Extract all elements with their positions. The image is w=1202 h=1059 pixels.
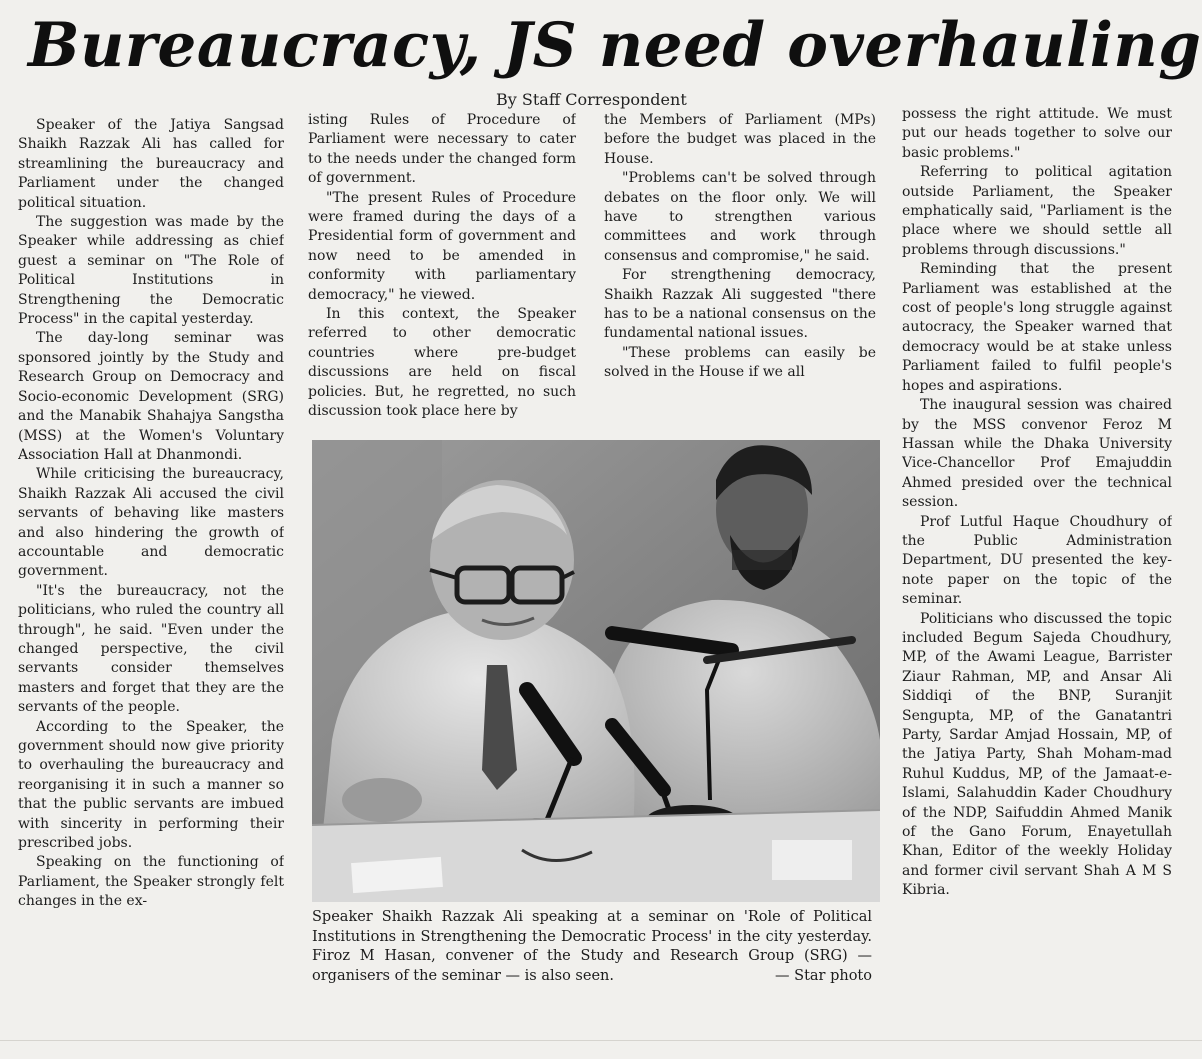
- paragraph: Politicians who discussed the topic included Begum Sajeda Choudhury, MP, of the Awami League, Barrister Ziaur Rahman, MP, and Ansar Ali Siddiqi of the BNP, Suranjit Sengupta, MP, of the Ganatantri Party, Sardar Amjad Hossain, MP, of the Jatiya Party, Shah Moham-mad Ruhul Kuddus, MP, of the Jamaat-e-Islami, Salahuddin Kader Choudhury of the NDP, Saifuddin Ahmed Manik of the Gano Forum, Enayetullah Khan, Editor of the weekly Holiday and former civil servant Shah A M S Kibria.: [902, 610, 1172, 899]
- paragraph: While criticising the bureaucracy, Shaikh Razzak Ali accused the civil servants of behaving like masters and also hindering the growth of accountable and democratic government.: [18, 466, 284, 580]
- article-column-4: [902, 105, 1172, 1025]
- paragraph: Speaking on the functioning of Parliament, the Speaker strongly felt changes in the ex-: [18, 854, 284, 910]
- article-column-2: [308, 111, 576, 441]
- paragraph: "The present Rules of Procedure were framed during the days of a Presidential form of government and now need to be amended in conformity with parliamentary democracy," he viewed.: [308, 189, 576, 303]
- paragraph: In this context, the Speaker referred to other democratic countries where pre-budget discussions are held on fiscal policies. But, he regretted, no such discussion took place here by: [308, 306, 576, 420]
- photo-credit: — Star photo: [775, 967, 872, 984]
- paragraph: Speaker of the Jatiya Sangsad Shaikh Razzak Ali has called for streamlining the bureaucracy and Parliament under the changed political situation.: [18, 117, 284, 211]
- cropped-masthead-fragment: [30, 0, 190, 3]
- paragraph: The suggestion was made by the Speaker while addressing as chief guest a seminar on "The Role of Political Institutions in Strengthening the Democratic Process" in the capital yesterday.: [18, 214, 284, 328]
- article-column-3: [604, 111, 876, 441]
- caption-text: Speaker Shaikh Razzak Ali speaking at a seminar on 'Role of Political Institutions in Strengthening the Democratic Process' in the city yesterday. Firoz M Hasan, convener of the Study and Research Group (SRG) — organisers of the seminar — is also seen.: [312, 909, 872, 984]
- paragraph-continued: possess the right attitude. We must put our heads together to solve our basic problems.": [902, 106, 1172, 161]
- article-column-1: [18, 116, 284, 1028]
- photo-illustration: [312, 440, 880, 902]
- paragraph-continued: isting Rules of Procedure of Parliament were necessary to cater to the needs under the changed form of government.: [308, 112, 576, 187]
- article-headline: Bureaucracy, JS need overhauling: [28, 10, 1202, 81]
- paragraph: For strengthening democracy, Shaikh Razzak Ali suggested "there has to be a national consensus on the fundamental national issues.: [604, 267, 876, 342]
- paragraph: Referring to political agitation outside Parliament, the Speaker emphatically said, "Parliament is the place where we should settle all problems through discussions.": [902, 164, 1172, 258]
- paragraph-continued: the Members of Parliament (MPs) before the budget was placed in the House.: [604, 112, 876, 167]
- photo-caption: [312, 908, 872, 986]
- paragraph: The day-long seminar was sponsored jointly by the Study and Research Group on Democracy and Socio-economic Development (SRG) and the Manabik Shahajya Sangstha (MSS) at the Women's Voluntary Association Hall at Dhanmondi.: [18, 330, 284, 463]
- article-byline: By Staff Correspondent: [496, 90, 687, 109]
- paragraph: "Problems can't be solved through debates on the floor only. We will have to strengthen various committees and work through consensus and compromise," he said.: [604, 170, 876, 264]
- paragraph: "These problems can easily be solved in the House if we all: [604, 344, 876, 381]
- bottom-rule: [0, 1040, 1202, 1041]
- paragraph: Reminding that the present Parliament was established at the cost of people's long struggle against autocracy, the Speaker warned that democracy would be at stake unless Parliament failed to fulfil people's hopes and aspirations.: [902, 261, 1172, 394]
- paragraph: Prof Lutful Haque Choudhury of the Public Administration Department, DU presented the key-note paper on the topic of the seminar.: [902, 513, 1172, 608]
- paragraph: "It's the bureaucracy, not the politicians, who ruled the country all through", he said. "Even under the changed perspective, the civil servants consider themselves masters and forget that they are the servants of the people.: [18, 582, 284, 716]
- paragraph: According to the Speaker, the government should now give priority to overhauling the bureaucracy and reorganising it in such a manner so that the public servants are imbued with sincerity in performing their prescribed jobs.: [18, 718, 284, 852]
- news-photo: [312, 440, 880, 902]
- paragraph: The inaugural session was chaired by the MSS convenor Feroz M Hassan while the Dhaka University Vice-Chancellor Prof Emajuddin Ahmed presided over the technical session.: [902, 397, 1172, 511]
